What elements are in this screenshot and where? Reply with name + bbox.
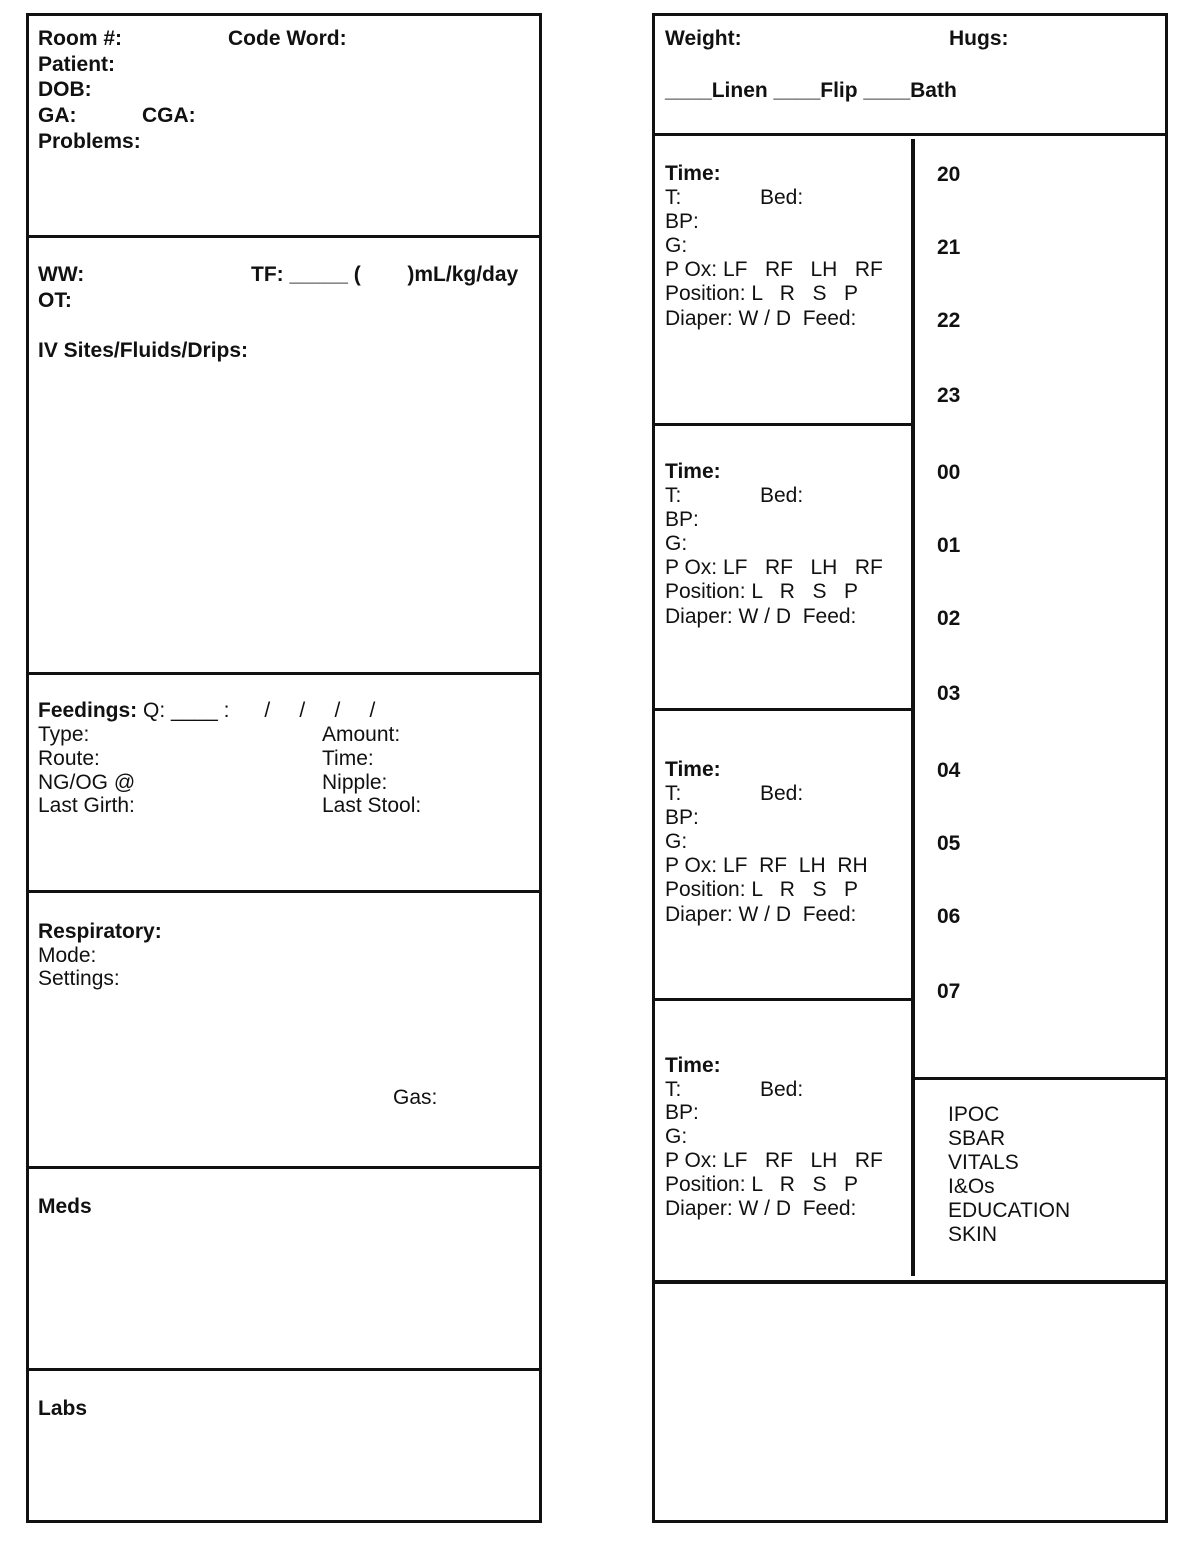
hugs-label: Hugs:	[949, 27, 1009, 50]
hour-label: 20	[937, 163, 961, 186]
assessment-diaper: Diaper: W / D Feed:	[665, 1197, 857, 1220]
last-girth-label: Last Girth:	[38, 794, 135, 817]
labs-section	[29, 1371, 539, 1520]
assessment-time: Time:	[665, 162, 721, 185]
respiratory-label: Respiratory:	[38, 920, 162, 943]
care-tasks-label: ____Linen ____Flip ____Bath	[665, 79, 957, 102]
assessment-temp: T:	[665, 782, 682, 805]
amount-label: Amount:	[322, 723, 401, 746]
assessment-block	[655, 136, 911, 426]
left-column	[26, 13, 542, 1523]
checklist-item: SBAR	[948, 1127, 1006, 1150]
checklist-item: SKIN	[948, 1223, 998, 1246]
assessment-bed: Bed:	[760, 484, 804, 507]
fluids-section	[29, 238, 539, 675]
hour-label: 02	[937, 607, 961, 630]
feedings-row	[38, 699, 375, 723]
route-label: Route:	[38, 747, 100, 770]
type-label: Type:	[38, 723, 90, 746]
assessment-bed: Bed:	[760, 1078, 804, 1101]
meds-section	[29, 1169, 539, 1371]
assessment-bp: BP:	[665, 806, 699, 829]
assessment-pox: P Ox: LF RF LH RF	[665, 556, 883, 579]
assessment-position: Position: L R S P	[665, 580, 858, 603]
tf-label: TF: _____ ( )mL/kg/day	[251, 263, 519, 286]
feedings-section	[29, 675, 539, 893]
assessment-diaper: Diaper: W / D Feed:	[665, 605, 857, 628]
feedings-q: Q: ____ : / / / /	[143, 699, 376, 722]
checklist-item: VITALS	[948, 1151, 1019, 1174]
assessment-bed: Bed:	[760, 782, 804, 805]
right-column	[652, 13, 1168, 1523]
hour-label: 04	[937, 759, 961, 782]
assessment-position: Position: L R S P	[665, 878, 858, 901]
assessment-diaper: Diaper: W / D Feed:	[665, 903, 857, 926]
hour-label: 21	[937, 236, 961, 259]
assessment-position: Position: L R S P	[665, 282, 858, 305]
last-stool-label: Last Stool:	[322, 794, 422, 817]
hour-label: 22	[937, 309, 961, 332]
ot-label: OT:	[38, 289, 72, 312]
hour-label: 23	[937, 384, 961, 407]
patient-header-section	[29, 16, 539, 238]
hour-label: 01	[937, 534, 961, 557]
ga-label: GA:	[38, 104, 77, 127]
assessment-block	[655, 711, 911, 1001]
assessment-pox: P Ox: LF RF LH RF	[665, 1149, 883, 1172]
assessment-pox: P Ox: LF RF LH RH	[665, 854, 868, 877]
checklist-divider	[913, 1077, 1168, 1080]
hour-label: 03	[937, 682, 961, 705]
assessment-temp: T:	[665, 186, 682, 209]
assessment-glucose: G:	[665, 1125, 688, 1148]
code-word-label: Code Word:	[228, 27, 347, 50]
hour-label: 07	[937, 980, 961, 1003]
assessment-glucose: G:	[665, 830, 688, 853]
assessment-bp: BP:	[665, 1101, 699, 1124]
assessment-block	[655, 1001, 911, 1284]
assessment-temp: T:	[665, 1078, 682, 1101]
room-label: Room #:	[38, 27, 122, 50]
feed-time-label: Time:	[322, 747, 374, 770]
patient-label: Patient:	[38, 53, 116, 76]
assessment-bed: Bed:	[760, 186, 804, 209]
checklist-item: EDUCATION	[948, 1199, 1071, 1222]
ngog-label: NG/OG @	[38, 771, 136, 794]
mode-label: Mode:	[38, 944, 97, 967]
labs-label: Labs	[38, 1397, 88, 1420]
assessment-time: Time:	[665, 758, 721, 781]
assessment-time: Time:	[665, 1054, 721, 1077]
feedings-label: Feedings:	[38, 699, 138, 722]
settings-label: Settings:	[38, 967, 120, 990]
assessment-time: Time:	[665, 460, 721, 483]
checklist-item: IPOC	[948, 1103, 1000, 1126]
hour-label: 05	[937, 832, 961, 855]
ww-label: WW:	[38, 263, 85, 286]
assessment-block	[655, 426, 911, 711]
nipple-label: Nipple:	[322, 771, 388, 794]
assessment-position: Position: L R S P	[665, 1173, 858, 1196]
checklist-item: I&Os	[948, 1175, 995, 1198]
assessment-glucose: G:	[665, 234, 688, 257]
assessment-glucose: G:	[665, 532, 688, 555]
problems-label: Problems:	[38, 130, 141, 153]
weight-label: Weight:	[665, 27, 742, 50]
hour-label: 00	[937, 461, 961, 484]
assessment-diaper: Diaper: W / D Feed:	[665, 307, 857, 330]
notes-divider	[655, 1280, 1168, 1284]
hour-label: 06	[937, 905, 961, 928]
care-header-section	[655, 16, 1165, 136]
assessment-temp: T:	[665, 484, 682, 507]
gas-label: Gas:	[393, 1086, 438, 1109]
meds-label: Meds	[38, 1195, 92, 1218]
dob-label: DOB:	[38, 78, 92, 101]
iv-sites-label: IV Sites/Fluids/Drips:	[38, 339, 249, 362]
respiratory-section	[29, 893, 539, 1169]
cga-label: CGA:	[142, 104, 196, 127]
assessment-bp: BP:	[665, 508, 699, 531]
assessment-bp: BP:	[665, 210, 699, 233]
assessment-divider	[911, 139, 915, 1276]
assessment-pox: P Ox: LF RF LH RF	[665, 258, 883, 281]
